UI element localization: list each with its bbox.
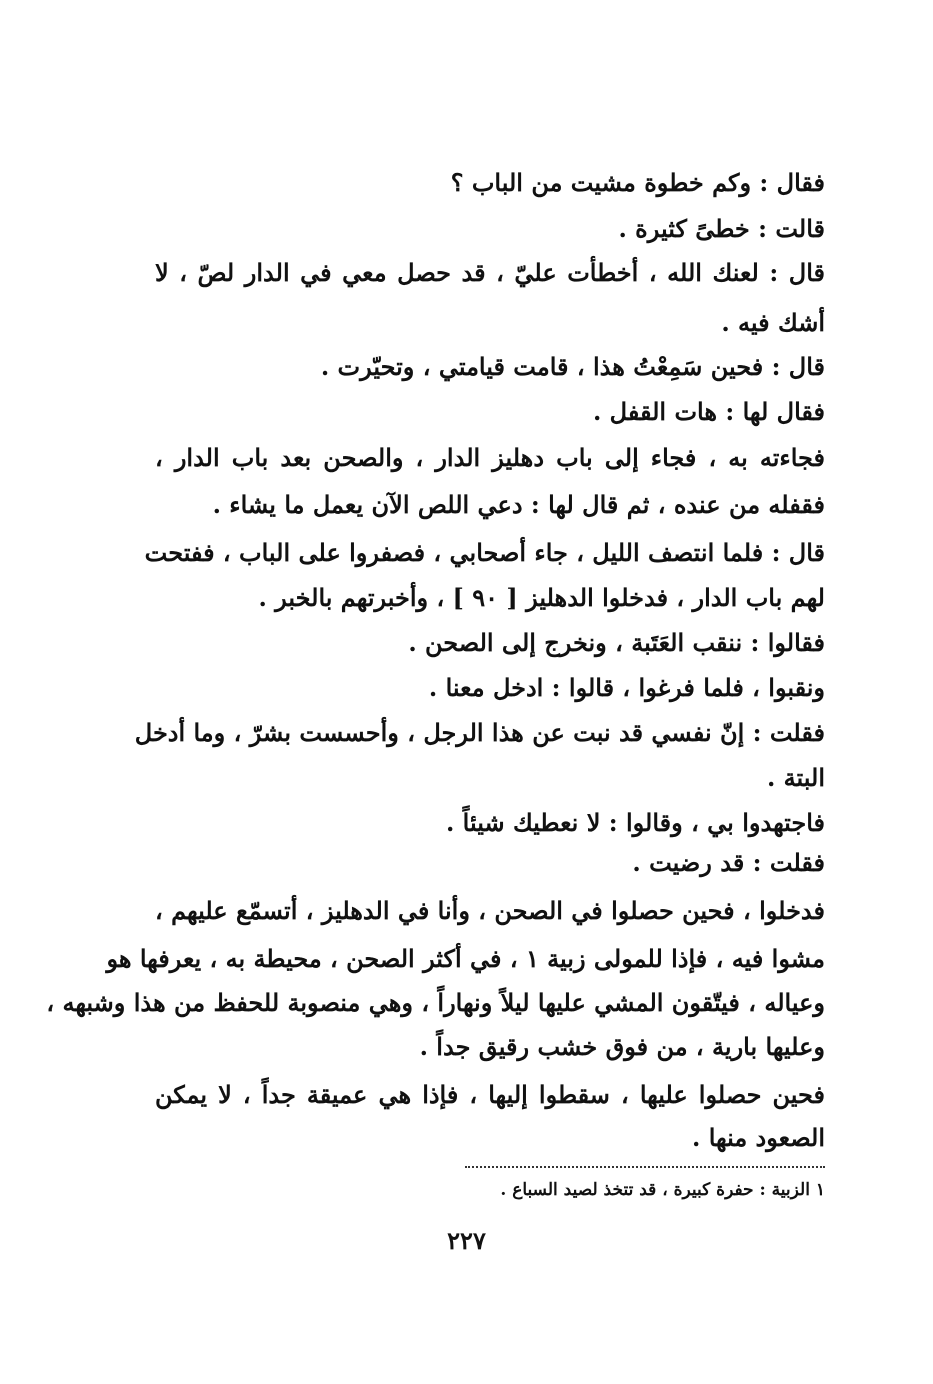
text-line: لهم باب الدار ، فدخلوا الدهليز [ ٩٠ ] ، وأخبرتهم بالخبر . xyxy=(258,583,825,612)
text-line: فقال لها : هات القفل . xyxy=(592,397,825,426)
text-line: فقفله من عنده ، ثم قال لها : دعي اللص الآن يعمل ما يشاء . xyxy=(212,490,825,519)
text-line: فحين حصلوا عليها ، سقطوا إليها ، فإذا هي عميقة جداً ، لا يمكن xyxy=(155,1080,826,1109)
text-line: قالت : خطىً كثيرة . xyxy=(618,214,825,243)
text-line: فقلت : قد رضيت . xyxy=(632,848,825,877)
page-number: ٢٢٧ xyxy=(447,1226,486,1255)
text-line: وعليها بارية ، من فوق خشب رقيق جداً . xyxy=(419,1032,825,1061)
text-line: أشك فيه . xyxy=(721,308,825,337)
text-line: البتة . xyxy=(766,763,825,792)
text-line: قال : لعنك الله ، أخطأت عليّ ، قد حصل معي في الدار لصّ ، لا xyxy=(155,258,826,287)
footnote-separator xyxy=(465,1166,825,1168)
text-line: فقال : وكم خطوة مشيت من الباب ؟ xyxy=(450,168,825,197)
text-line: الصعود منها . xyxy=(692,1123,825,1152)
text-line: قال : فحين سَمِعْتُ هذا ، قامت قيامتي ، وتحيّرت . xyxy=(320,352,825,381)
text-line: مشوا فيه ، فإذا للمولى زبية ١ ، في أكثر الصحن ، محيطة به ، يعرفها هو xyxy=(106,944,825,973)
text-line: وعياله ، فيتّقون المشي عليها ليلاً ونهاراً ، وهي منصوبة للحفظ من هذا وشبهه ، xyxy=(46,988,825,1017)
text-line: فجاءته به ، فجاء إلى باب دهليز الدار ، والصحن بعد باب الدار ، xyxy=(155,443,825,472)
footnote: ١ الزبية : حفرة كبيرة ، قد تتخذ لصيد السباع . xyxy=(500,1180,825,1200)
text-line: قال : فلما انتصف الليل ، جاء أصحابي ، فصفروا على الباب ، ففتحت xyxy=(144,538,825,567)
text-line: فدخلوا ، فحين حصلوا في الصحن ، وأنا في الدهليز ، أتسمّع عليهم ، xyxy=(154,896,825,925)
text-line: فقلت : إنّ نفسي قد نبت عن هذا الرجل ، وأحسست بشرّ ، وما أدخل xyxy=(134,718,825,747)
text-line: ونقبوا ، فلما فرغوا ، قالوا : ادخل معنا . xyxy=(428,673,825,702)
text-line: فاجتهدوا بي ، وقالوا : لا نعطيك شيئاً . xyxy=(445,808,825,837)
text-line: فقالوا : ننقب العَتَبة ، ونخرج إلى الصحن . xyxy=(408,628,825,657)
